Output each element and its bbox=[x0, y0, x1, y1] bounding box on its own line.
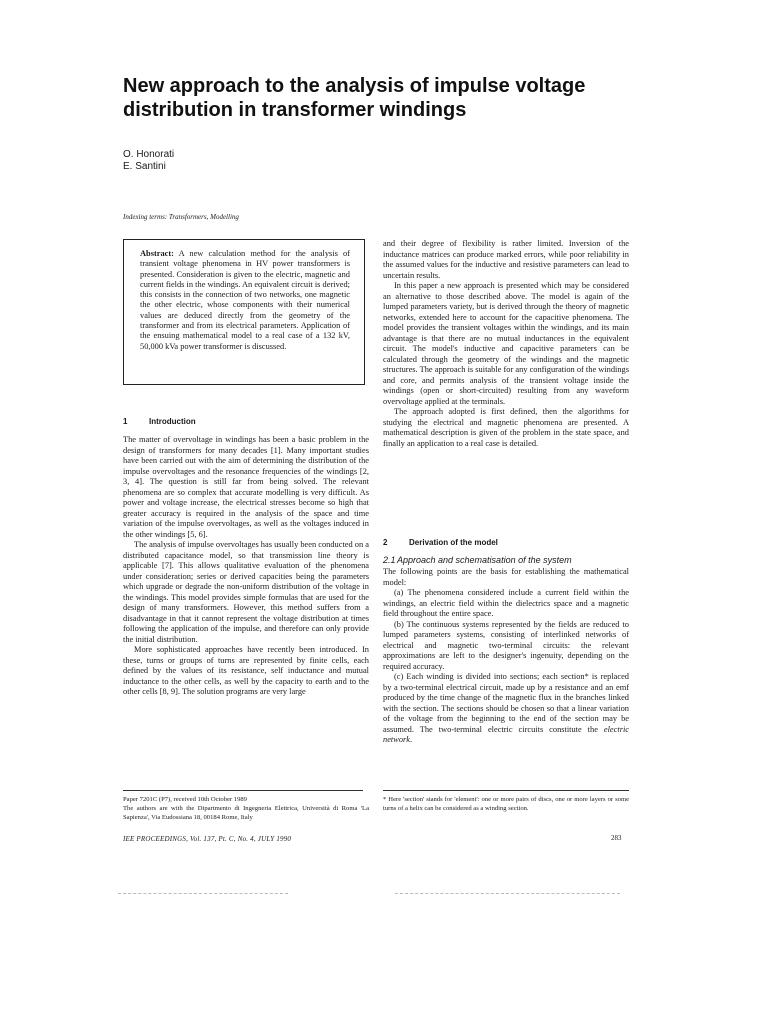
section-2-number: 2 bbox=[383, 538, 388, 547]
model-intro: The following points are the basis for establishing the mathematical model: bbox=[383, 567, 629, 587]
indexing-terms: Indexing terms: Transformers, Modelling bbox=[123, 213, 239, 221]
author-list bbox=[123, 149, 174, 173]
abstract-text bbox=[140, 249, 350, 352]
subsection-2-1-title: Approach and schematisation of the system bbox=[397, 555, 572, 565]
right-column-top bbox=[383, 239, 629, 449]
right-paragraph-1: and their degree of flexibility is rather limited. Inversion of the inductance matrices can produce marked errors, while poor reliability in the assumed values for the inductive and resistive parameters can lead to uncertain results. bbox=[383, 239, 629, 280]
abstract-box bbox=[123, 239, 365, 385]
abstract-label: Abstract: bbox=[140, 249, 174, 258]
left-column bbox=[123, 435, 369, 698]
section-2-title: Derivation of the model bbox=[409, 538, 498, 547]
author-1: O. Honorati bbox=[123, 149, 175, 160]
right-column-bottom bbox=[383, 567, 629, 746]
point-c bbox=[383, 672, 629, 746]
subsection-2-1-heading bbox=[383, 555, 572, 566]
section-footnote: * Here 'section' stands for 'element': one or more pairs of discs, one or more layers or some turns of a helix can be considered as a winding section. bbox=[383, 796, 629, 812]
point-b: (b) The continuous systems represented by the fields are reduced to lumped parameters systems, consisting of interlinked networks of electrical and magnetic two-terminal circuits: the relevant approximations are left to the designer's ingenuity, depending on the required accuracy. bbox=[383, 619, 629, 671]
intro-paragraph-3: More sophisticated approaches have recently been introduced. In these, turns or groups of turns are represented by finite cells, each defined by the values of its resistance, self inductance and mutual inductance to the other cells, as well by the capacity to earth and to the other cells [8, 9]. The solution programs are very large bbox=[123, 645, 369, 696]
intro-paragraph-1: The matter of overvoltage in windings has been a basic problem in the design of transformers for many decades [1]. Many important studies have been carried out with the aim of determining the distribution of the impulse overvoltages and the resonance frequencies of the windings [2, 3, 4]. The question is still far from being solved. The relevant phenomena are so complex that accurate modelling is very difficult. As power and voltage increase, the electrical stresses become so high that greater accuracy is required in the analysis of the space and time variation of the impulse overvoltages, as well as the voltages induced in the other windings [5, 6]. bbox=[123, 435, 369, 539]
title-line-1: New approach to the analysis of impulse voltage bbox=[123, 75, 586, 97]
page-number: 283 bbox=[611, 834, 622, 842]
journal-citation: IEE PROCEEDINGS, Vol. 137, Pt. C, No. 4, JULY 1990 bbox=[123, 835, 292, 843]
section-1-number: 1 bbox=[123, 417, 128, 426]
intro-paragraph-2: The analysis of impulse overvoltages has usually been conducted on a distributed capacitance model, so that transmission line theory is applicable [7]. This allows qualitative evaluation of the phenomena under consideration; series or derived capacities being the parameters which upgrade or degrade the non-uniform distribution of the voltage in the windings. This model provides simple formulas that are used for the design of many transformers. However, this method suffers from a disadvantage in that it cannot represent the voltage distribution at times following the application of the impulse, and therefore can only provide the initial distribution. bbox=[123, 540, 369, 644]
right-footnote bbox=[383, 796, 629, 814]
title-line-2: distribution in transformer windings bbox=[123, 99, 467, 121]
point-c-emphasis: electric network bbox=[383, 724, 629, 744]
point-a: (a) The phenomena considered include a current field within the windings, an electric field within the dielectrics space and a magnetic field throughout the entire space. bbox=[383, 588, 629, 618]
author-2: E. Santini bbox=[123, 161, 166, 172]
scan-artifact-left bbox=[118, 893, 288, 894]
left-footnote bbox=[123, 796, 369, 822]
point-c-end: . bbox=[409, 735, 413, 744]
section-1-title: Introduction bbox=[149, 417, 196, 426]
left-footnote-rule bbox=[123, 790, 363, 791]
right-paragraph-3: The approach adopted is first defined, then the algorithms for studying the electrical and magnetic phenomena are presented. A mathematical description is given of the problem in the state space, and finally an application to a real case is detailed. bbox=[383, 407, 629, 448]
author-affiliation: The authors are with the Dipartmento di Ingegneria Elettrica, Università di Roma 'La Sapienza', Via Eudossiana 18, 00184 Rome, Italy bbox=[123, 804, 369, 821]
section-2-heading bbox=[383, 538, 498, 548]
right-footnote-rule bbox=[383, 790, 629, 791]
paper-title bbox=[123, 74, 643, 122]
subsection-2-1-number: 2.1 bbox=[383, 555, 396, 565]
point-c-text: (c) Each winding is divided into sections; each section* is replaced by a two-terminal electrical circuit, made up by a resistance and an emf produced by the time change of the magnetic flux in the branches linked with the section. The sections should be chosen so that a linear variation of the voltage from the beginning to the end of the section may be assumed. The two-terminal electric circuits constitute the bbox=[383, 672, 629, 734]
abstract-body: A new calculation method for the analysis of transient voltage phenomena in HV power transformers is presented. Consideration is given to the electric, magnetic and current fields in the windings. An equivalent circuit is derived; this consists in the connection of two networks, one magnetic the other electric, whose components with their numerical values are deduced directly from the geometry of the transformer and from its electrical parameters. Application of the ensuing mathematical model to a real case of a 132 kV, 50,000 kVa power transformer is discussed. bbox=[140, 249, 350, 351]
right-paragraph-2: In this paper a new approach is presented which may be considered an alternative to those described above. The model is again of the lumped parameters variety, but is derived through the theory of magnetic networks, extended here to account for the capacitive phenomena. The model provides the transient voltages within the windings, and its main advantage is that there are no mutual inductances in the equivalent circuit. The model's inductive and capacitive parameters can be calculated through the geometry of the windings and the magnetic structures. The approach is suitable for any configuration of the windings and core, and permits analysis of the transient voltage inside the windings (open or short-circuited) resulting from any waveform overvoltage applied at the terminals. bbox=[383, 281, 629, 406]
scan-artifact-right bbox=[395, 893, 620, 894]
paper-received: Paper 7201C (P7), received 10th October 1989 bbox=[123, 796, 247, 803]
section-1-heading bbox=[123, 417, 196, 427]
